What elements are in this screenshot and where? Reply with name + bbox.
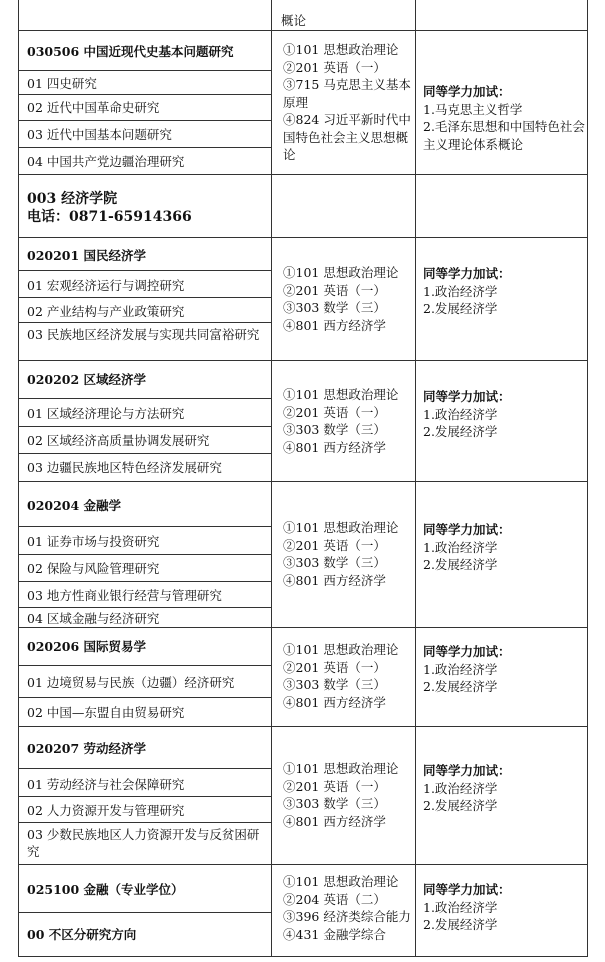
direction-item: 02 保险与风险管理研究	[27, 561, 160, 576]
extra-exam-item: 1.马克思主义哲学	[423, 101, 523, 117]
row-divider	[19, 481, 587, 482]
direction-item: 01 边境贸易与民族（边疆）经济研究	[27, 675, 235, 690]
column-divider	[415, 0, 416, 956]
column-divider	[271, 0, 272, 956]
direction-item: 02 近代中国革命史研究	[27, 100, 160, 115]
exam-subject: ①101 思想政治理论	[283, 265, 399, 280]
program-title: 020204 金融学	[27, 498, 122, 513]
exam-subject: ①101 思想政治理论	[283, 387, 399, 402]
row-divider	[19, 526, 271, 527]
program-title: 030506 中国近现代史基本问题研究	[27, 44, 234, 59]
direction-item: 01 区域经济理论与方法研究	[27, 406, 185, 421]
extra-exam	[423, 643, 587, 696]
exam-subject: ④801 西方经济学	[283, 439, 386, 455]
extra-exam	[423, 762, 587, 815]
direction-item: 03 少数民族地区人力资源开发与反贫困研究	[27, 827, 260, 859]
row-divider	[19, 581, 271, 582]
exam-subject: ③303 数学（三）	[283, 300, 386, 315]
extra-exam	[423, 265, 587, 318]
extra-exam-item: 1.政治经济学	[423, 406, 498, 422]
extra-exam-item: 2.毛泽东思想和中国特色社会主义理论体系概论	[423, 119, 585, 152]
exam-subjects	[283, 519, 415, 589]
exam-subject: ④431 金融学综合	[283, 926, 386, 942]
exam-fragment-text: 概论	[281, 13, 307, 28]
row-divider	[19, 697, 271, 698]
direction-item: 01 宏观经济运行与调控研究	[27, 278, 185, 293]
row-divider	[19, 94, 271, 95]
extra-exam-item: 1.政治经济学	[423, 283, 498, 299]
exam-subject: ④801 西方经济学	[283, 572, 386, 588]
exam-subject: ①101 思想政治理论	[283, 42, 399, 57]
exam-subject: ②201 英语（一）	[283, 59, 386, 75]
exam-subject: ①101 思想政治理论	[283, 642, 399, 657]
extra-exam	[423, 521, 587, 574]
row-divider	[19, 30, 587, 31]
exam-subject: ②201 英语（一）	[283, 404, 386, 420]
department-phone: 电话：0871-65914366	[27, 209, 192, 225]
exam-subjects	[283, 873, 415, 943]
row-divider	[19, 607, 271, 608]
exam-subject: ④801 西方经济学	[283, 813, 386, 829]
extra-exam-item: 1.政治经济学	[423, 661, 498, 677]
exam-subjects	[283, 641, 415, 711]
extra-exam	[423, 83, 587, 153]
direction-item: 02 人力资源开发与管理研究	[27, 803, 185, 818]
extra-exam-item: 1.政治经济学	[423, 899, 498, 915]
direction-item: 00 不区分研究方向	[27, 927, 137, 942]
direction-item: 03 边疆民族地区特色经济发展研究	[27, 460, 222, 475]
row-divider	[19, 426, 271, 427]
program-title: 020202 区域经济学	[27, 372, 147, 387]
extra-exam-title: 同等学力加试：	[423, 389, 511, 404]
program-title: 025100 金融（专业学位）	[27, 882, 184, 897]
extra-exam-item: 2.发展经济学	[423, 557, 498, 572]
extra-exam-title: 同等学力加试：	[423, 882, 511, 897]
exam-subject: ③715 马克思主义基本原理	[283, 77, 411, 110]
exam-subject: ①101 思想政治理论	[283, 874, 399, 889]
row-divider	[19, 822, 271, 823]
direction-item: 01 证券市场与投资研究	[27, 534, 160, 549]
direction-item: 04 中国共产党边疆治理研究	[27, 154, 185, 169]
row-divider	[19, 398, 271, 399]
extra-exam-item: 2.发展经济学	[423, 301, 498, 316]
direction-item: 03 地方性商业银行经营与管理研究	[27, 588, 222, 603]
extra-exam-item: 2.发展经济学	[423, 917, 498, 932]
row-divider	[19, 627, 587, 628]
row-divider	[19, 297, 271, 298]
extra-exam-item: 2.发展经济学	[423, 798, 498, 813]
exam-subject: ②201 英语（一）	[283, 659, 386, 675]
exam-subject: ③303 数学（三）	[283, 555, 386, 570]
program-title: 020207 劳动经济学	[27, 741, 147, 756]
extra-exam-title: 同等学力加试：	[423, 84, 511, 99]
exam-subject: ②201 英语（一）	[283, 778, 386, 794]
row-divider	[19, 912, 271, 913]
row-divider	[19, 70, 271, 71]
direction-item: 01 劳动经济与社会保障研究	[27, 777, 185, 792]
direction-item: 03 近代中国基本问题研究	[27, 127, 172, 142]
extra-exam-title: 同等学力加试：	[423, 522, 511, 537]
exam-subject: ④824 习近平新时代中国特色社会主义思想概论	[283, 112, 411, 162]
row-divider	[19, 237, 587, 238]
direction-item: 02 产业结构与产业政策研究	[27, 304, 185, 319]
exam-subject: ④801 西方经济学	[283, 694, 386, 710]
extra-exam	[423, 388, 587, 441]
row-divider	[19, 665, 271, 666]
exam-subject: ③303 数学（三）	[283, 796, 386, 811]
exam-subject: ③303 数学（三）	[283, 677, 386, 692]
row-divider	[19, 796, 271, 797]
extra-exam-title: 同等学力加试：	[423, 266, 511, 281]
exam-subjects	[283, 760, 415, 830]
exam-subject: ②201 英语（一）	[283, 282, 386, 298]
exam-subjects	[283, 386, 415, 456]
extra-exam-item: 1.政治经济学	[423, 539, 498, 555]
extra-exam-item: 2.发展经济学	[423, 424, 498, 439]
program-title: 020206 国际贸易学	[27, 639, 147, 654]
program-title: 020201 国民经济学	[27, 248, 147, 263]
exam-subject: ②204 英语（二）	[283, 891, 386, 907]
exam-subject: ③303 数学（三）	[283, 422, 386, 437]
exam-subject: ②201 英语（一）	[283, 537, 386, 553]
exam-subject: ①101 思想政治理论	[283, 520, 399, 535]
extra-exam-title: 同等学力加试：	[423, 644, 511, 659]
row-divider	[19, 864, 587, 865]
row-divider	[19, 174, 587, 175]
row-divider	[19, 120, 271, 121]
direction-item: 04 区域金融与经济研究	[27, 611, 160, 626]
extra-exam	[423, 881, 587, 934]
row-divider	[19, 270, 271, 271]
exam-subjects	[283, 41, 415, 164]
exam-subject: ①101 思想政治理论	[283, 761, 399, 776]
department-name: 003 经济学院	[27, 191, 118, 207]
row-divider	[19, 322, 271, 323]
extra-exam-title: 同等学力加试：	[423, 763, 511, 778]
row-divider	[19, 453, 271, 454]
direction-item: 01 四史研究	[27, 76, 97, 91]
row-divider	[19, 554, 271, 555]
direction-item: 02 中国—东盟自由贸易研究	[27, 705, 185, 720]
row-divider	[19, 726, 587, 727]
direction-item: 03 民族地区经济发展与实现共同富裕研究	[27, 327, 260, 342]
row-divider	[19, 768, 271, 769]
enrollment-table	[18, 0, 588, 957]
exam-subject: ③396 经济类综合能力	[283, 909, 411, 924]
direction-item: 02 区域经济高质量协调发展研究	[27, 433, 210, 448]
extra-exam-item: 1.政治经济学	[423, 780, 498, 796]
exam-subjects	[283, 264, 415, 334]
row-divider	[19, 360, 587, 361]
exam-subject: ④801 西方经济学	[283, 317, 386, 333]
row-divider	[19, 147, 271, 148]
extra-exam-item: 2.发展经济学	[423, 679, 498, 694]
